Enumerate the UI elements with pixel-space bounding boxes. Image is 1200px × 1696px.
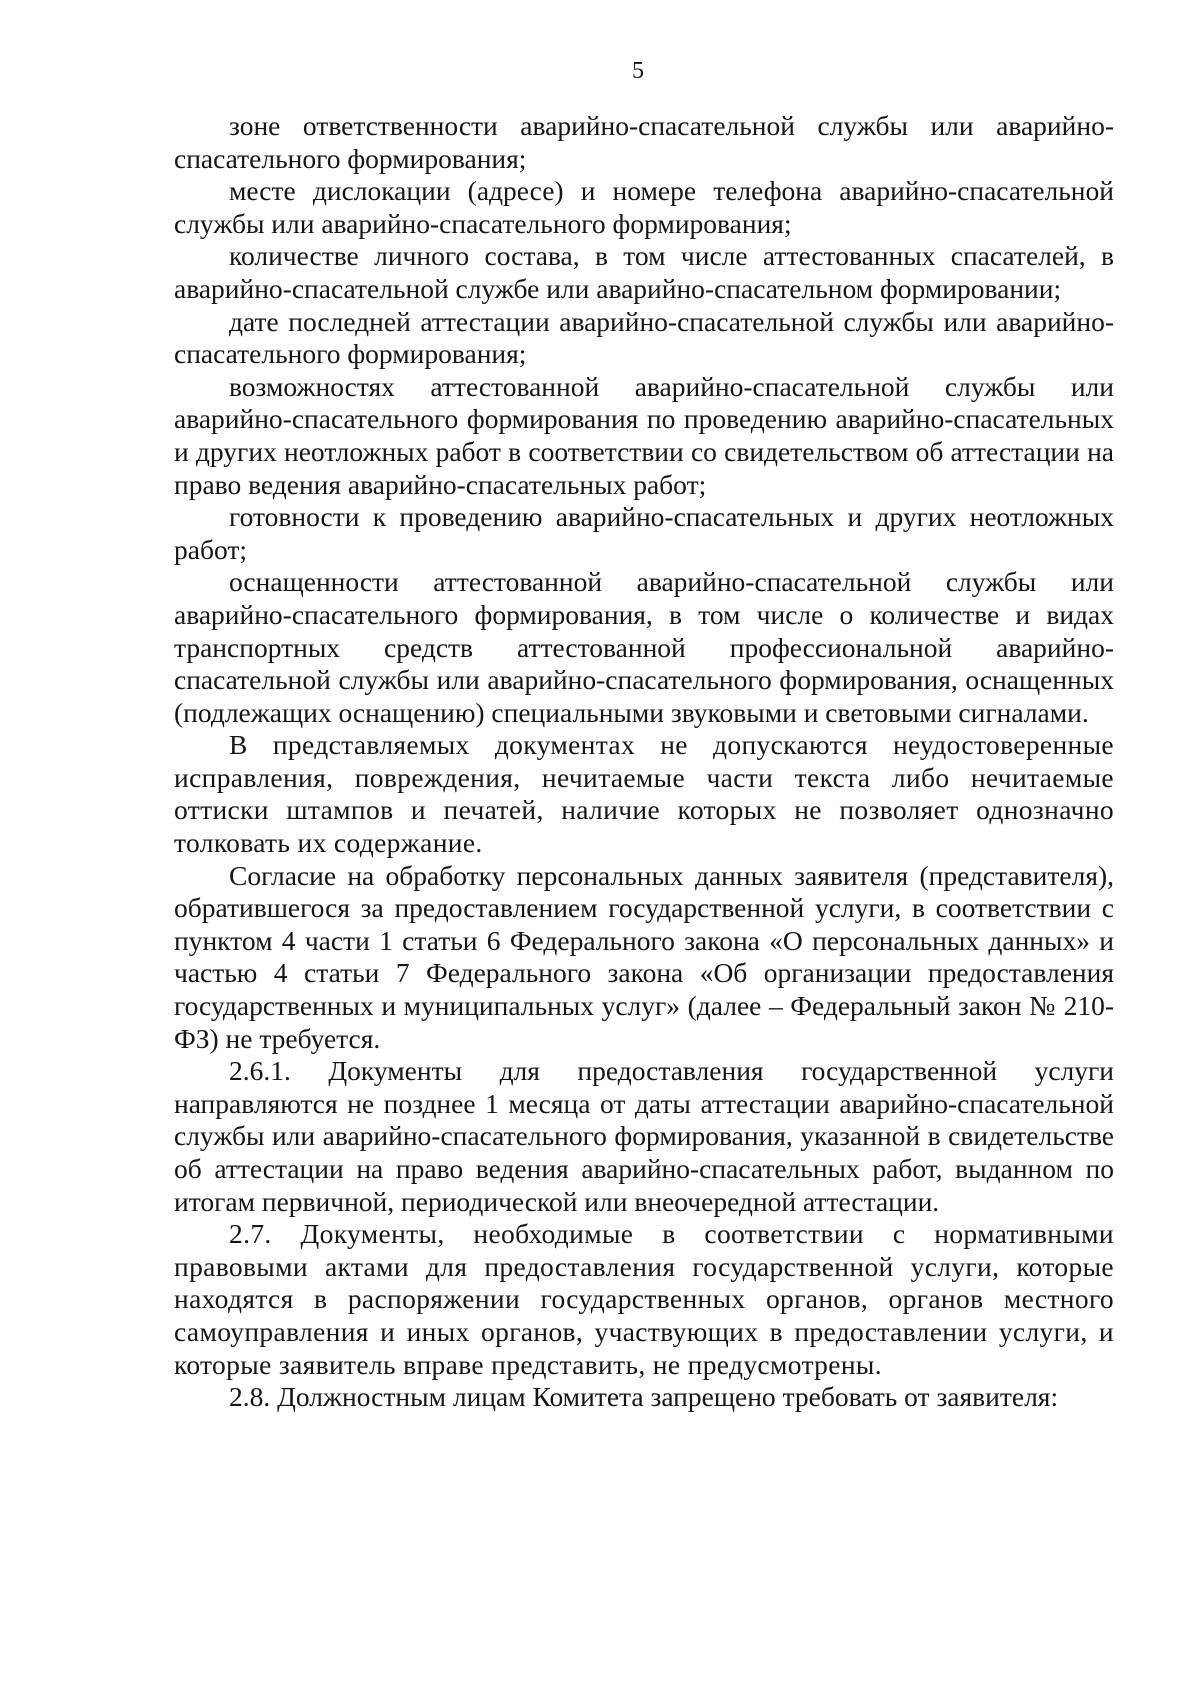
paragraph-personal-data-consent: Согласие на обработку персональных данных заявителя (представителя), обратившегося за предоставлением государственной услуги, в соответствии с пунктом 4 части 1 статьи 6 Федерального закона «О персональных данных» и частью 4 статьи 7 Федерального закона «Об организации предоставления государственных и муниципальных услуг» (далее – Федеральный закон № 210-ФЗ) не требуется. <box>174 859 1114 1054</box>
paragraph-responsibility-zone: зоне ответственности аварийно-спасательной службы или аварийно-спасательного формирования; <box>174 110 1114 174</box>
paragraph-capabilities: возможностях аттестованной аварийно-спасательной службы или аварийно-спасательного формирования по проведению аварийно-спасательных и других неотложных работ в соответствии со свидетельством об аттестации на право ведения аварийно-спасательных работ; <box>174 370 1114 500</box>
paragraph-no-corrections: В представляемых документах не допускаются неудостоверенные исправления, повреждения, нечитаемые части текста либо нечитаемые оттиски штампов и печатей, наличие которых не позволяет однозначно толковать их содержание. <box>174 729 1114 859</box>
paragraph-equipment: оснащенности аттестованной аварийно-спасательной службы или аварийно-спасательного формирования, в том числе о количестве и видах транспортных средств аттестованной профессиональной аварийно-спасательной службы или аварийно-спасательного формирования, оснащенных (подлежащих оснащению) специальными звуковыми и световыми сигналами. <box>174 566 1114 728</box>
paragraph-last-attestation-date: дате последней аттестации аварийно-спасательной службы или аварийно-спасательного формирования; <box>174 305 1114 370</box>
paragraph-2-7: 2.7. Документы, необходимые в соответствии с нормативными правовыми актами для предоставления государственной услуги, которые находятся в распоряжении государственных органов, органов местного самоуправления и иных органов, участвующих в предоставлении услуги, и которые заявитель вправе представить, не предусмотрены. <box>174 1218 1114 1380</box>
paragraph-2-8: 2.8. Должностным лицам Комитета запрещено требовать от заявителя: <box>229 1381 1059 1413</box>
paragraph-readiness: готовности к проведению аварийно-спасательных и других неотложных работ; <box>174 501 1114 565</box>
page-number: 5 <box>632 58 644 84</box>
paragraph-personnel-count: количестве личного состава, в том числе аттестованных спасателей, в аварийно-спасательной службе или аварийно-спасательном формировании; <box>174 240 1114 304</box>
document-body <box>174 110 1114 1414</box>
paragraph-2-6-1: 2.6.1. Документы для предоставления государственной услуги направляются не позднее 1 месяца от даты аттестации аварийно-спасательной службы или аварийно-спасательного формирования, указанной в свидетельстве об аттестации на право ведения аварийно-спасательных работ, выданном по итогам первичной, периодической или внеочередной аттестации. <box>174 1055 1114 1217</box>
paragraph-location: месте дислокации (адресе) и номере телефона аварийно-спасательной службы или аварийно-спасательного формирования; <box>174 175 1114 239</box>
